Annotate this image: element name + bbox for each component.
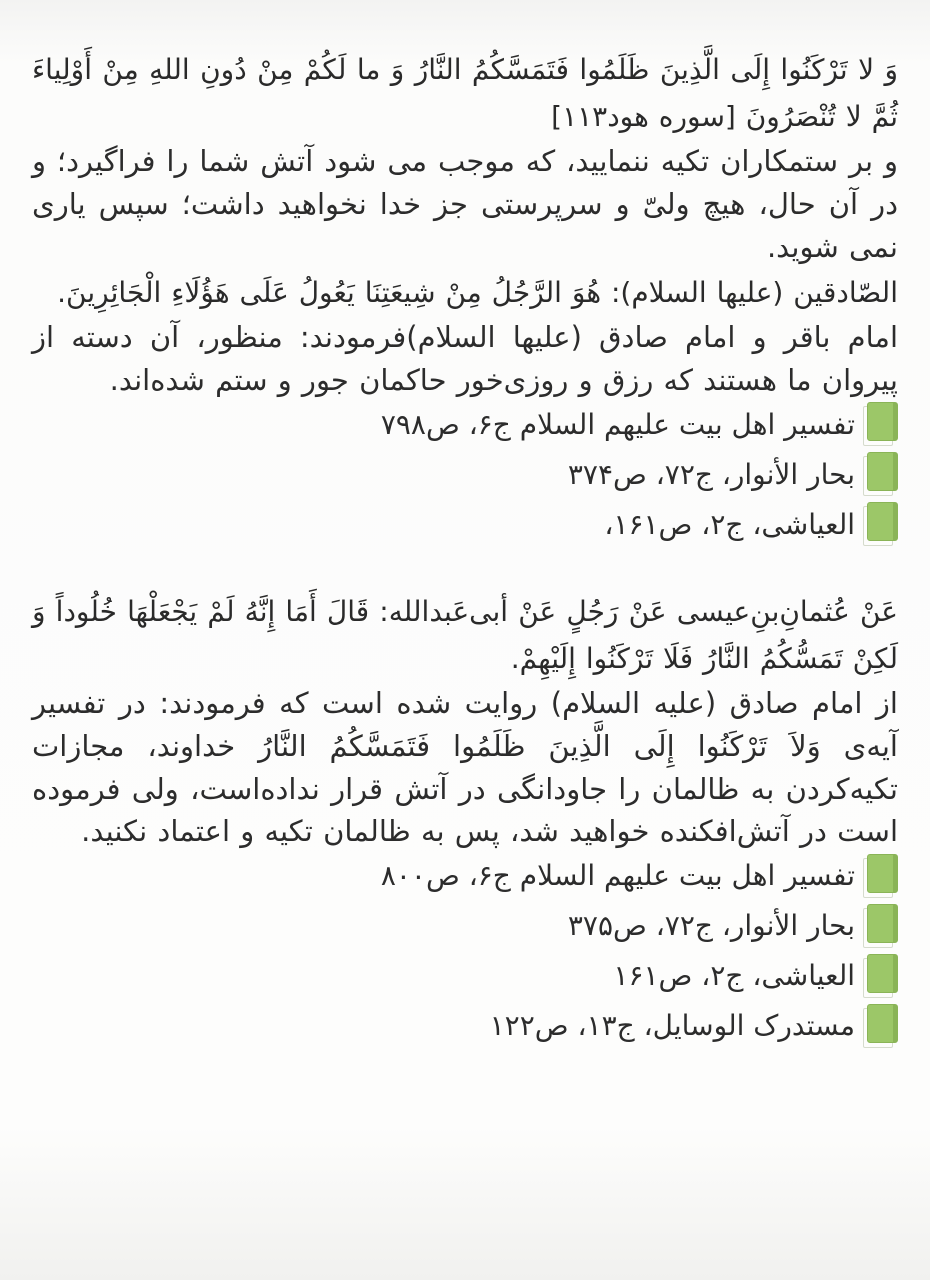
citation-item: [381, 402, 898, 447]
citation-text: بحار الأنوار، ج۷۲، ص۳۷۴: [567, 457, 855, 491]
quran-verse-arabic: وَ لا تَرْکَنُوا إِلَی الَّذِینَ ظَلَمُوا فَتَمَسَّکُمُ النَّارُ وَ ما لَکُمْ مِنْ دُونِ اللهِ مِنْ أَوْلِیاءَ ثُمَّ لا تُنْصَرُونَ [سوره هود۱۱۳]: [32, 53, 898, 134]
citation-text: تفسیر اهل بیت علیهم السلام ج۶، ص۸۰۰: [380, 859, 855, 893]
green-book-icon: [862, 904, 898, 948]
hadith2-arabic-text: عَنْ عُثمانِ‌بنِ‌عیسی عَنْ رَجُلٍ عَنْ أبی‌عَبدالله: قَالَ أَمَا إِنَّهُ لَمْ یَجْعَلْهَا خُلُوداً وَ لَکِنْ تَمَسُّکُمُ النَّارُ فَلَا تَرْکَنُوا إِلَیْهِمْ.: [32, 594, 898, 675]
green-book-icon: [862, 502, 898, 546]
citation-text: بحار الأنوار، ج۷۲، ص۳۷۵: [567, 909, 855, 943]
hadith2-persian-translation: از امام صادق (علیه السلام) روایت شده است که فرمودند: در تفسیر آیه‌ی وَلاَ تَرْکَنُوا إِلَی الَّذِینَ ظَلَمُوا فَتَمَسَّکُمُ النَّارُ خداوند، مجازات تکیه‌کردن به ظالمان را جاودانگی در آتش قرار نداده‌است، ولی فرموده است در آتش‌افکنده خواهید شد، پس به ظالمان تکیه و اعتماد نکنید.: [32, 685, 898, 849]
hadith1-persian-translation: امام باقر و امام صادق (علیها السلام)فرمودند: منظور، آن دسته از پیروان ما هستند که رزق و روزی‌خور حاکمان جور و ستم شده‌اند.: [32, 319, 898, 397]
green-book-icon: [862, 854, 898, 898]
green-book-icon: [862, 954, 898, 998]
citation-text: مستدرک الوسایل، ج۱۳، ص۱۲۲: [489, 1009, 855, 1043]
verse-persian-translation: و بر ستمکاران تکیه ننمایید، که موجب می شود آتش شما را فراگیرد؛ و در آن حال، هیچ ولیّ و سرپرستی جز خدا نخواهید داشت؛ سپس یاری نمی شوید.: [32, 144, 898, 264]
green-book-icon: [862, 402, 898, 446]
citation-text: العیاشی، ج۲، ص۱۶۱،: [604, 507, 855, 541]
green-book-icon: [862, 1004, 898, 1048]
citation-item: [490, 1003, 898, 1048]
citation-item: [381, 853, 898, 898]
green-book-icon: [862, 452, 898, 496]
citation-item: [613, 953, 898, 998]
citation-list-2: [32, 853, 898, 1053]
citation-text: العیاشی، ج۲، ص۱۶۱: [613, 959, 855, 993]
citation-list-1: [32, 402, 898, 552]
citation-item: [568, 452, 898, 497]
citation-item: [604, 502, 898, 547]
hadith1-arabic-text: الصّادقین (علیها السلام): هُوَ الرَّجُلُ مِنْ شِیعَتِنَا یَعُولُ عَلَی هَؤُلَاءِ الْجَائِرِینَ.: [57, 275, 898, 309]
citation-text: تفسیر اهل بیت علیهم السلام ج۶، ص۷۹۸: [380, 407, 855, 441]
citation-item: [568, 903, 898, 948]
